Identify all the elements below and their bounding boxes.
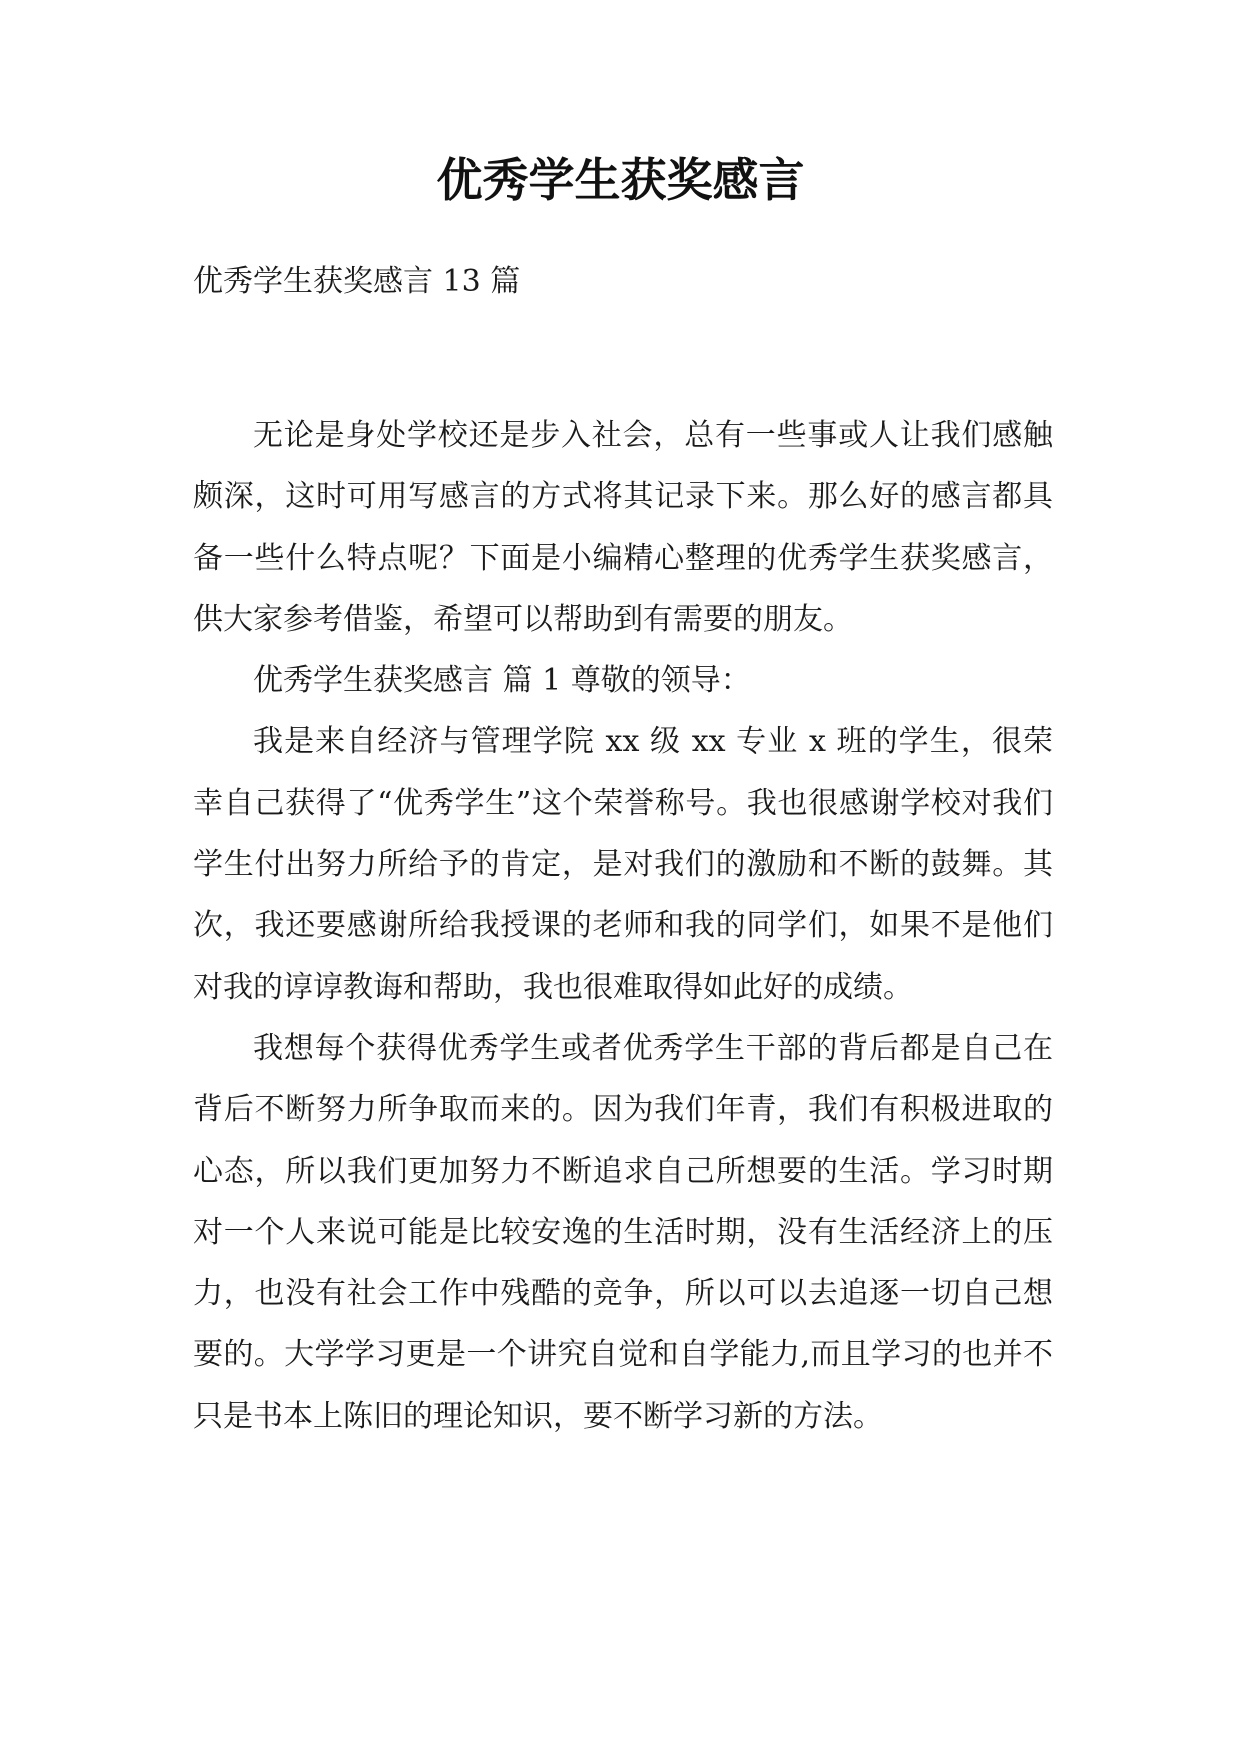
paragraph-salutation: 优秀学生获奖感言 篇 1 尊敬的领导： — [253, 663, 751, 699]
paragraph-effort: 我想每个获得优秀学生或者优秀学生干部的背后都是自己在背后不断努力所争取而来的。因为我们年青，我们有积极进取的心态，所以我们更加努力不断追求自己所想要的生活。学习时期对一个人来说可能是比较安逸的生活时期，没有生活经济上的压力，也没有社会工作中残酷的竞争，所以可以去追逐一切自己想要的。大学学习更是一个讲究自觉和自学能力,而且学习的也并不只是书本上陈旧的理论知识，要不断学习新的方法。 — [193, 1030, 1053, 1434]
document-title: 优秀学生获奖感言 — [436, 153, 805, 207]
document-body — [193, 405, 1053, 1447]
paragraph-thanks: 我是来自经济与管理学院 xx 级 xx 专业 x 班的学生，很荣幸自己获得了“优秀学生”这个荣誉称号。我也很感谢学校对我们学生付出努力所给予的肯定，是对我们的激励和不断的鼓舞。其次，我还要感谢所给我授课的老师和我的同学们，如果不是他们对我的谆谆教诲和帮助，我也很难取得如此好的成绩。 — [193, 724, 1053, 1005]
document-subtitle: 优秀学生获奖感言 13 篇 — [193, 264, 521, 299]
paragraph-intro: 无论是身处学校还是步入社会，总有一些事或人让我们感触颇深，这时可用写感言的方式将其记录下来。那么好的感言都具备一些什么特点呢？下面是小编精心整理的优秀学生获奖感言，供大家参考借鉴，希望可以帮助到有需要的朋友。 — [193, 418, 1053, 637]
